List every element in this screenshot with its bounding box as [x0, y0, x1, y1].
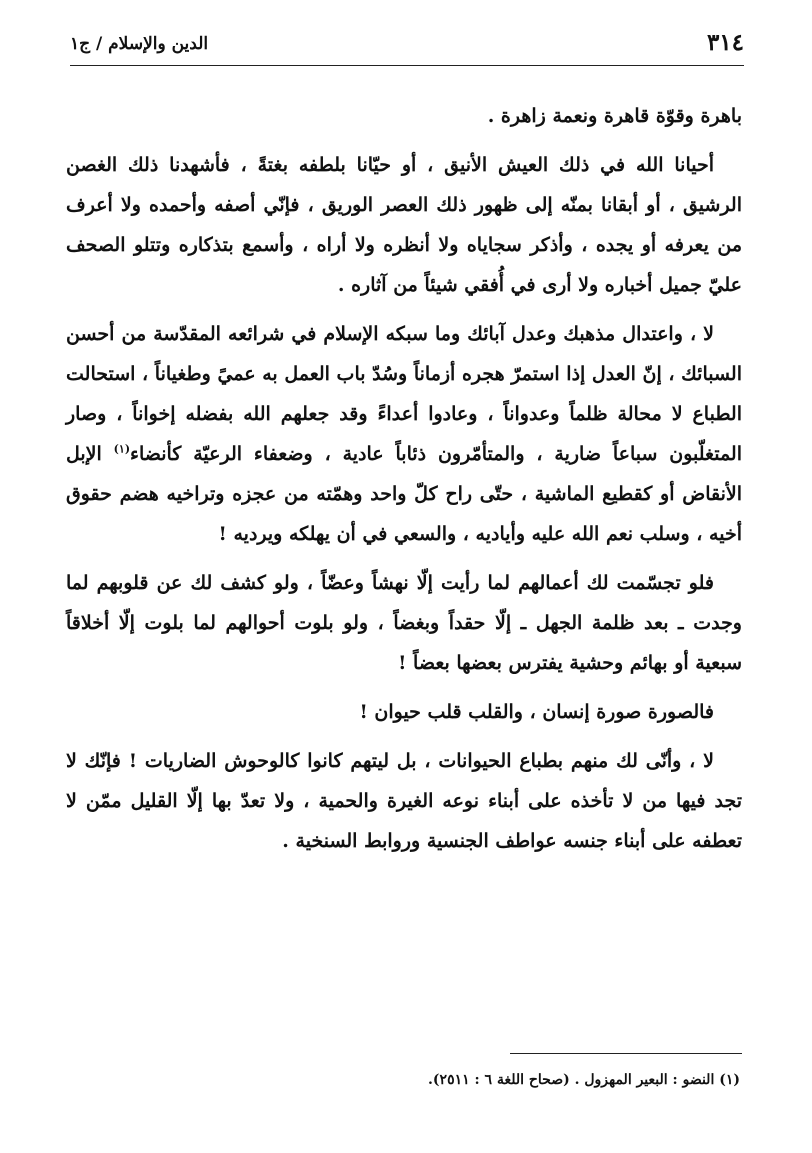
- paragraph-3-part-1: لا ، واعتدال مذهبك وعدل آبائك وما سبكه الإسلام في شرائعه المقدّسة من أحسن السبائك ، إنّ العدل إذا استمرّ هجره أزماناً وسُدّ باب العمل به عميً وطغياناً ، استحالت الطباع لا محالة ظلماً وعدواناً ، وعادوا أعداءً وقد جعلهم الله بفضله إخواناً ، وصار المتغلّبون سباعاً ضارية ، والمتأمّرون ذئاباً عادية ، وضعفاء الرعيّة كأنضاء: [66, 323, 742, 465]
- page-header: [70, 28, 744, 62]
- running-title: الدين والإسلام / ج١: [70, 34, 209, 54]
- paragraph-3-part-2: الإبل الأنقاض أو كقطيع الماشية ، حتّى راح كلّ واحد وهمّته من عجزه وتراخيه هضم حقوق أخيه ، وسلب نعم الله عليه وأياديه ، والسعي في أن يهلكه ويرديه !: [66, 443, 742, 545]
- footnote-rule: [510, 1053, 742, 1054]
- header-rule: [70, 65, 744, 66]
- footnote: (١) النضو : البعير المهزول . (صحاح اللغة ٦ : ٢٥١١).: [428, 1072, 740, 1088]
- page-number: ٣١٤: [706, 29, 744, 56]
- paragraph-5: فالصورة صورة إنسان ، والقلب قلب حيوان !: [359, 701, 714, 723]
- paragraph-3: [66, 314, 742, 554]
- footnote-marker: (١): [113, 442, 131, 456]
- body-text: [66, 96, 742, 870]
- paragraph-2: أحيانا الله في ذلك العيش الأنيق ، أو حيّانا بلطفه بغتةً ، فأشهدنا ذلك الغصن الرشيق ، أو أبقانا بمنّه إلى ظهور ذلك العصر الوريق ، فإنّي أصفه وأحمده ولا أعرف من يعرفه أو يجده ، وأذكر سجاياه ولا أنظره ولا أراه ، وأسمع بتذكاره وتتلو الصحف عليّ جميل أخباره ولا أرى في أُفقي شيئاً من آثاره .: [66, 154, 742, 296]
- paragraph-4: فلو تجسّمت لك أعمالهم لما رأيت إلّا نهشاً وعضّاً ، ولو كشف لك عن قلوبهم لما وجدت ـ بعد ظلمة الجهل ـ إلّا حقداً وبغضاً ، ولو بلوت أحوالهم لما بلوت إلّا أخلاقاً سبعية أو بهائم وحشية يفترس بعضها بعضاً !: [66, 572, 742, 674]
- paragraph-6: لا ، وأنّى لك منهم بطباع الحيوانات ، بل ليتهم كانوا كالوحوش الضاريات ! فإنّك لا تجد فيها من لا تأخذه على أبناء نوعه الغيرة والحمية ، ولا تعدّ بها إلّا القليل ممّن لا تعطفه على أبناء جنسه عواطف الجنسية وروابط السنخية .: [66, 750, 742, 852]
- paragraph-1: باهرة وقوّة قاهرة ونعمة زاهرة .: [487, 105, 742, 127]
